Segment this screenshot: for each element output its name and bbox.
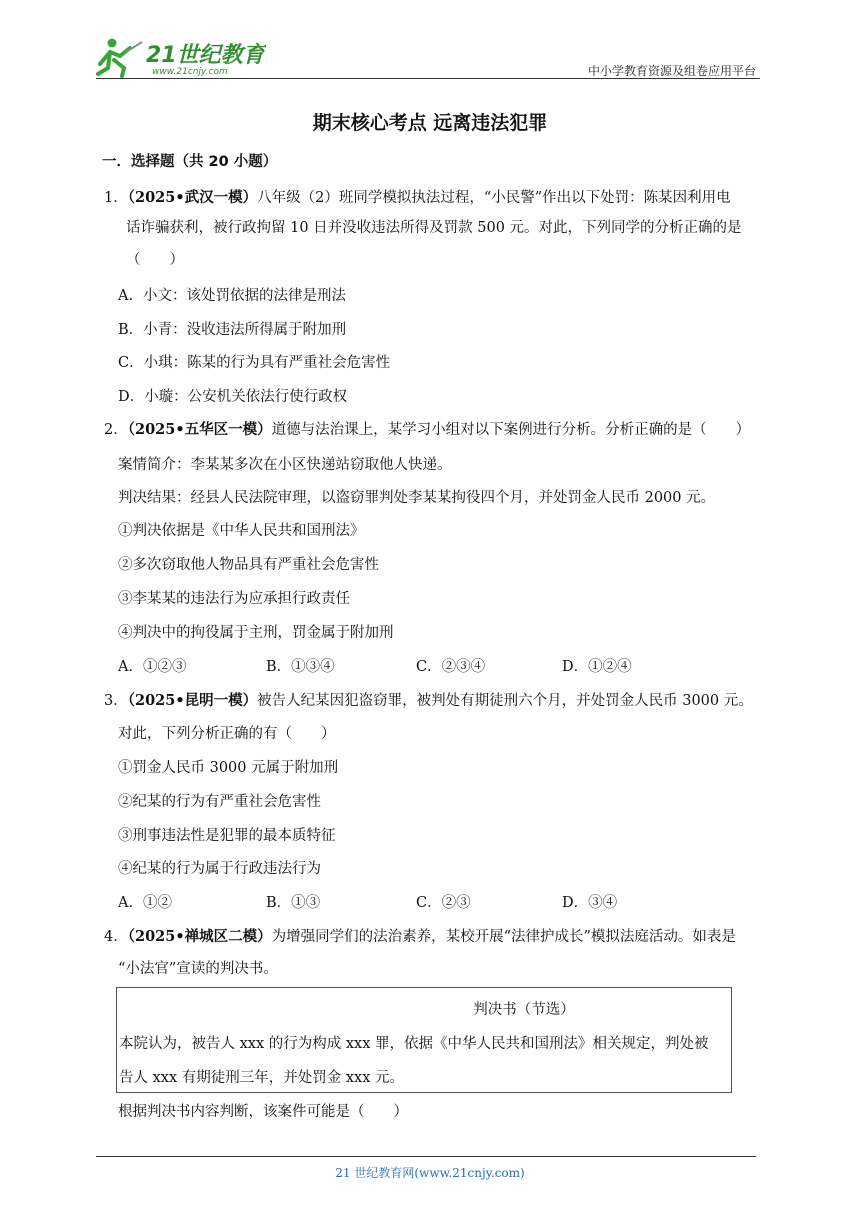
page-title: 期末核心考点 远离违法犯罪 — [312, 112, 548, 134]
question-3-option-a: A．①② — [118, 895, 172, 911]
platform-name: 中小学教育资源及组卷应用平台 — [587, 64, 756, 78]
question-1-line-3: （ ） — [126, 252, 184, 268]
question-2-item-4: ④判决中的拘役属于主刑，罚金属于附加刑 — [118, 625, 394, 641]
question-3-line-1: 3．（2025•昆明一模）被告人纪某因犯盗窃罪，被判处有期徒刑六个月，并处罚金人民币 3000 元。 — [104, 692, 753, 709]
question-2-line-2: 案情简介：李某某多次在小区快递站窃取他人快递。 — [118, 457, 452, 473]
question-3-item-4: ④纪某的行为属于行政违法行为 — [118, 861, 321, 877]
judgement-text-line-2: 告人 xxx 有期徒刑三年，并处罚金 xxx 元。 — [119, 1070, 405, 1086]
question-2-item-3: ③李某某的违法行为应承担行政责任 — [118, 591, 350, 607]
question-1-option-c: C．小琪：陈某的行为具有严重社会危害性 — [118, 355, 391, 371]
question-1-line-2: 话诈骗获利，被行政拘留 10 日并没收违法所得及罚款 500 元。对此，下列同学的分析正确的是 — [126, 220, 742, 236]
judgement-title: 判决书（节选） — [473, 1002, 575, 1018]
section-heading: 一．选择题（共 20 小题） — [102, 154, 278, 170]
question-3-source: （2025•昆明一模） — [127, 692, 258, 709]
question-2-option-d: D．①②④ — [562, 659, 632, 675]
judgement-text-line-1: 本院认为，被告人 xxx 的行为构成 xxx 罪，依据《中华人民共和国刑法》相关规定，判处被 — [119, 1036, 709, 1052]
page-header — [96, 34, 760, 80]
question-2-item-1: ①判决依据是《中华人民共和国刑法》 — [118, 523, 365, 539]
question-3-option-d: D．③④ — [562, 895, 618, 911]
logo-21cnjy — [96, 34, 266, 78]
question-3-item-2: ②纪某的行为有严重社会危害性 — [118, 794, 321, 810]
question-2-line-1: 2．（2025•五华区一模）道德与法治课上，某学习小组对以下案例进行分析。分析正确的是（ ） — [104, 421, 751, 438]
footer-link[interactable]: 21 世纪教育网(www.21cnjy.com) — [335, 1166, 525, 1180]
question-3-item-1: ①罚金人民币 3000 元属于附加刑 — [118, 760, 339, 776]
question-3-option-b: B．①③ — [266, 895, 321, 911]
question-2-source: （2025•五华区一模） — [127, 421, 272, 438]
question-1-option-d: D．小璇：公安机关依法行使行政权 — [118, 389, 348, 405]
question-2-item-2: ②多次窃取他人物品具有严重社会危害性 — [118, 557, 379, 573]
question-1-option-b: B．小青：没收违法所得属于附加刑 — [118, 322, 347, 338]
question-2-option-c: C．②③④ — [416, 659, 486, 675]
question-4-source: （2025•禅城区二模） — [127, 928, 272, 945]
judgement-table — [116, 987, 732, 1093]
question-4-line-2: “小法官”宣读的判决书。 — [118, 961, 278, 977]
question-2-line-3: 判决结果：经县人民法院审理，以盗窃罪判处李某某拘役四个月，并处罚金人民币 2000 元。 — [118, 490, 716, 506]
header-divider — [96, 78, 760, 79]
question-2-option-a: A．①②③ — [118, 659, 187, 675]
footer-divider — [96, 1156, 756, 1157]
question-1-source: （2025•武汉一模） — [127, 189, 258, 206]
question-2-option-b: B．①③④ — [266, 659, 335, 675]
question-3-option-c: C．②③ — [416, 895, 471, 911]
question-4-line-1: 4．（2025•禅城区二模）为增强同学们的法治素养，某校开展“法律护成长”模拟法庭活动。如表是 — [104, 928, 736, 945]
question-4-line-3: 根据判决书内容判断，该案件可能是（ ） — [118, 1104, 408, 1120]
question-3-item-3: ③刑事违法性是犯罪的最本质特征 — [118, 828, 336, 844]
svg-text:www.21cnjy.com: www.21cnjy.com — [152, 67, 228, 77]
question-3-line-2: 对此，下列分析正确的有（ ） — [118, 726, 336, 742]
question-1-line-1: 1．（2025•武汉一模）八年级（2）班同学模拟执法过程，“小民警”作出以下处罚：陈某因利用电 — [104, 189, 731, 206]
question-1-option-a: A．小文：该处罚依据的法律是刑法 — [118, 288, 346, 304]
svg-text:21世纪教育: 21世纪教育 — [146, 43, 265, 68]
